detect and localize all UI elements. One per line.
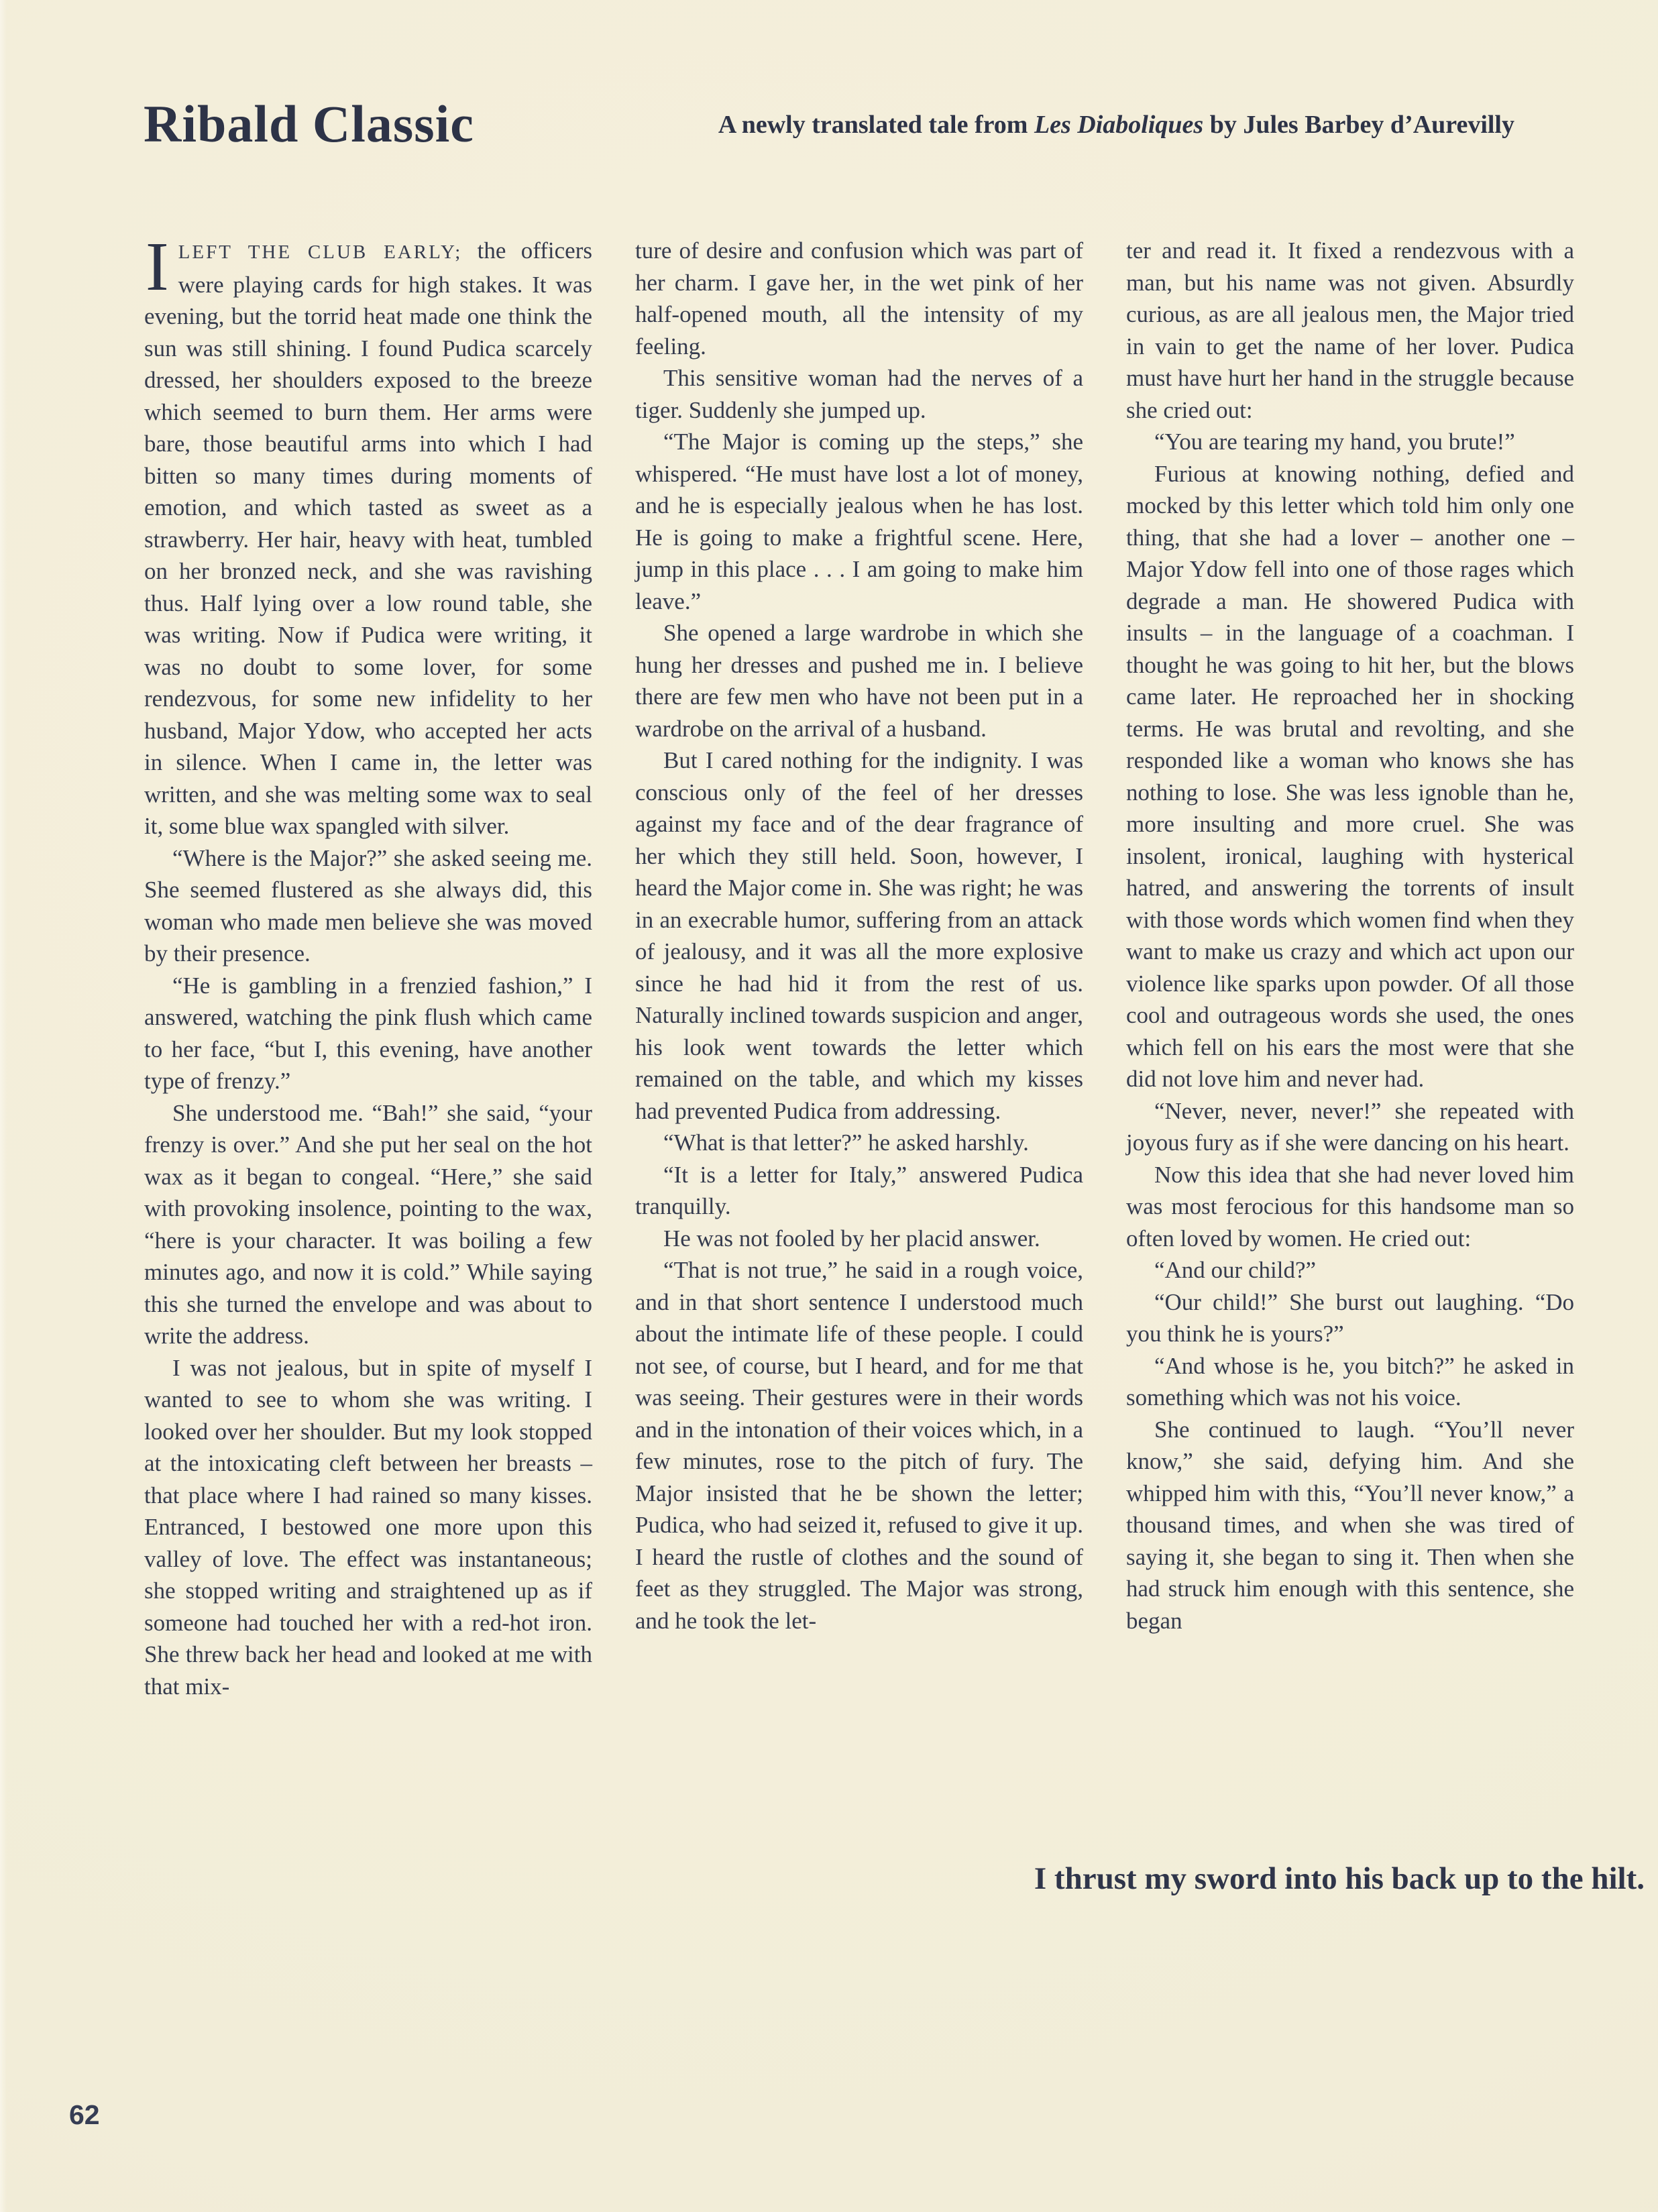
paragraph: “He is gambling in a frenzied fashion,” I answered, watching the pink flush which came to her face, “but I, this evening, have another type of frenzy.” — [144, 972, 592, 1094]
paragraph: ture of desire and confusion which was part of her charm. I gave her, in the wet pink of her half-opened mouth, all the intensity of my feeling. — [635, 237, 1083, 360]
paragraph: “Never, never, never!” she repeated with joyous fury as if she were dancing on his heart. — [1126, 1097, 1574, 1156]
paragraph: She opened a large wardrobe in which she hung her dresses and pushed me in. I believe there are few men who have not been put in a wardrobe on the arrival of a husband. — [635, 620, 1083, 742]
paragraph: She continued to laugh. “You’ll never know,” she said, defying him. And she whipped him with this, “You’ll never know,” a thousand times, and when she was tired of saying it, she began to sing it. Then when she had struck him enough with this sentence, she began — [1126, 1416, 1574, 1634]
text-column-2 — [635, 235, 1083, 1637]
paragraph: ILEFT THE CLUB EARLY; the officers were playing cards for high stakes. It was evening, but the torrid heat made one think the sun was still shining. I found Pudica scarcely dressed, her shoulders exposed to the breeze which seemed to burn them. Her arms were bare, those beautiful arms into which I had bitten so many times during moments of emotion, and which tasted as sweet as a strawberry. Her hair, heavy with heat, tumbled on her bronzed neck, and she was ravishing thus. Half lying over a low round table, she was writing. Now if Pudica were writing, it was no doubt to some lover, for some rendezvous, for some new infidelity to her husband, Major Ydow, who accepted her acts in silence. When I came in, the letter was written, and she was melting some wax to seal it, some blue wax spangled with silver. — [144, 228, 592, 839]
paragraph: “Our child!” She burst out laughing. “Do you think he is yours?” — [1126, 1288, 1574, 1347]
opening-small-caps: LEFT THE CLUB EARLY; — [178, 241, 463, 263]
text-column-3 — [1126, 235, 1574, 1637]
text-column-1 — [144, 228, 592, 1702]
paragraph: I was not jealous, but in spite of myself I wanted to see to whom she was writing. I looked over her shoulder. But my look stopped at the intoxicating cleft between her breasts – that place where I had rained so many kisses. Entranced, I bestowed one more upon this valley of love. The effect was instantaneous; she stopped writing and straightened up as if someone had touched her with a red-hot iron. She threw back her head and looked at me with that mix- — [144, 1354, 592, 1700]
paragraph: Furious at knowing nothing, defied and mocked by this letter which told him only one thing, that she had a lover – another one – Major Ydow fell into one of those rages which degrade a man. He showered Pudica with insults – in the language of a coachman. I thought he was going to hit her, but the blows came later. He reproached her in shocking terms. He was brutal and revolting, and she responded like a woman who knows she has nothing to lose. She was less ignoble than he, more insulting and more cruel. She was insolent, ironical, laughing with hysterical hatred, and answering the torrents of insult with those words which women find when they want to make us crazy and which act upon our violence like sparks upon powder. Of all those cool and outrageous words she used, the ones which fell on his ears the most were that she did not love him and never had. — [1126, 460, 1574, 1092]
page-subtitle — [718, 111, 1514, 140]
paragraph: Now this idea that she had never loved him was most ferocious for this handsome man so often loved by women. He cried out: — [1126, 1161, 1574, 1252]
subtitle-prefix: A newly translated tale from — [718, 111, 1034, 139]
paragraph: “Where is the Major?” she asked seeing me. She seemed flustered as she always did, this woman who made men believe she was moved by their presence. — [144, 844, 592, 966]
paragraph: “That is not true,” he said in a rough voice, and in that short sentence I understood much about the intimate life of these people. I could not see, of course, but I heard, and for me that was seeing. Their gestures were in their words and in the intonation of their voices which, in a few minutes, rose to the pitch of fury. The Major insisted that he be shown the letter; Pudica, who had seized it, refused to give it up. I heard the rustle of clothes and the sound of feet as they struggled. The Major was strong, and he took the let- — [635, 1257, 1083, 1634]
paragraph: But I cared nothing for the indignity. I was conscious only of the feel of her dresses against my face and of the dear fragrance of her which they still held. Soon, however, I heard the Major come in. She was right; he was in an execrable humor, suffering from an attack of jealousy, and it was all the more explosive since he had hid it from the rest of us. Naturally inclined towards suspicion and anger, his look went towards the letter which remained on the table, and which my kisses had prevented Pudica from addressing. — [635, 747, 1083, 1124]
subtitle-suffix: by Jules Barbey d’Aurevilly — [1203, 111, 1514, 139]
paragraph: “And whose is he, you bitch?” he asked in something which was not his voice. — [1126, 1352, 1574, 1411]
paragraph: “And our child?” — [1154, 1257, 1317, 1283]
page-number: 62 — [69, 2099, 100, 2130]
paragraph: This sensitive woman had the nerves of a tiger. Suddenly she jumped up. — [635, 365, 1083, 423]
drop-cap: I — [146, 228, 169, 305]
paragraph: “The Major is coming up the steps,” she whispered. “He must have lost a lot of money, and he is especially jealous when he has lost. He is going to make a frightful scene. Here, jump in this place . . . I am going to make him leave.” — [635, 429, 1083, 614]
article-body — [144, 228, 1574, 1702]
paragraph: He was not fooled by her placid answer. — [663, 1225, 1040, 1252]
paragraph: “What is that letter?” he asked harshly. — [663, 1129, 1029, 1156]
paragraph: “It is a letter for Italy,” answered Pudica tranquilly. — [635, 1161, 1083, 1219]
paragraph: ter and read it. It fixed a rendezvous with a man, but his name was not given. Absurdly curious, as are all jealous men, the Major tried in vain to get the name of her lover. Pudica must have hurt her hand in the struggle because she cried out: — [1126, 237, 1574, 423]
page-title: Ribald Classic — [144, 95, 474, 153]
subtitle-work-title: Les Diaboliques — [1034, 111, 1204, 139]
pull-quote: I thrust my sword into his back up to the hilt. — [1034, 1861, 1645, 1896]
paragraph: “You are tearing my hand, you brute!” — [1154, 429, 1515, 455]
paragraph: She understood me. “Bah!” she said, “your frenzy is over.” And she put her seal on the hot wax as it began to congeal. “Here,” she said with provoking insolence, pointing to the wax, “here is your character. It was boiling a few minutes ago, and now it is cold.” While saying this she turned the envelope and was about to write the address. — [144, 1099, 592, 1349]
